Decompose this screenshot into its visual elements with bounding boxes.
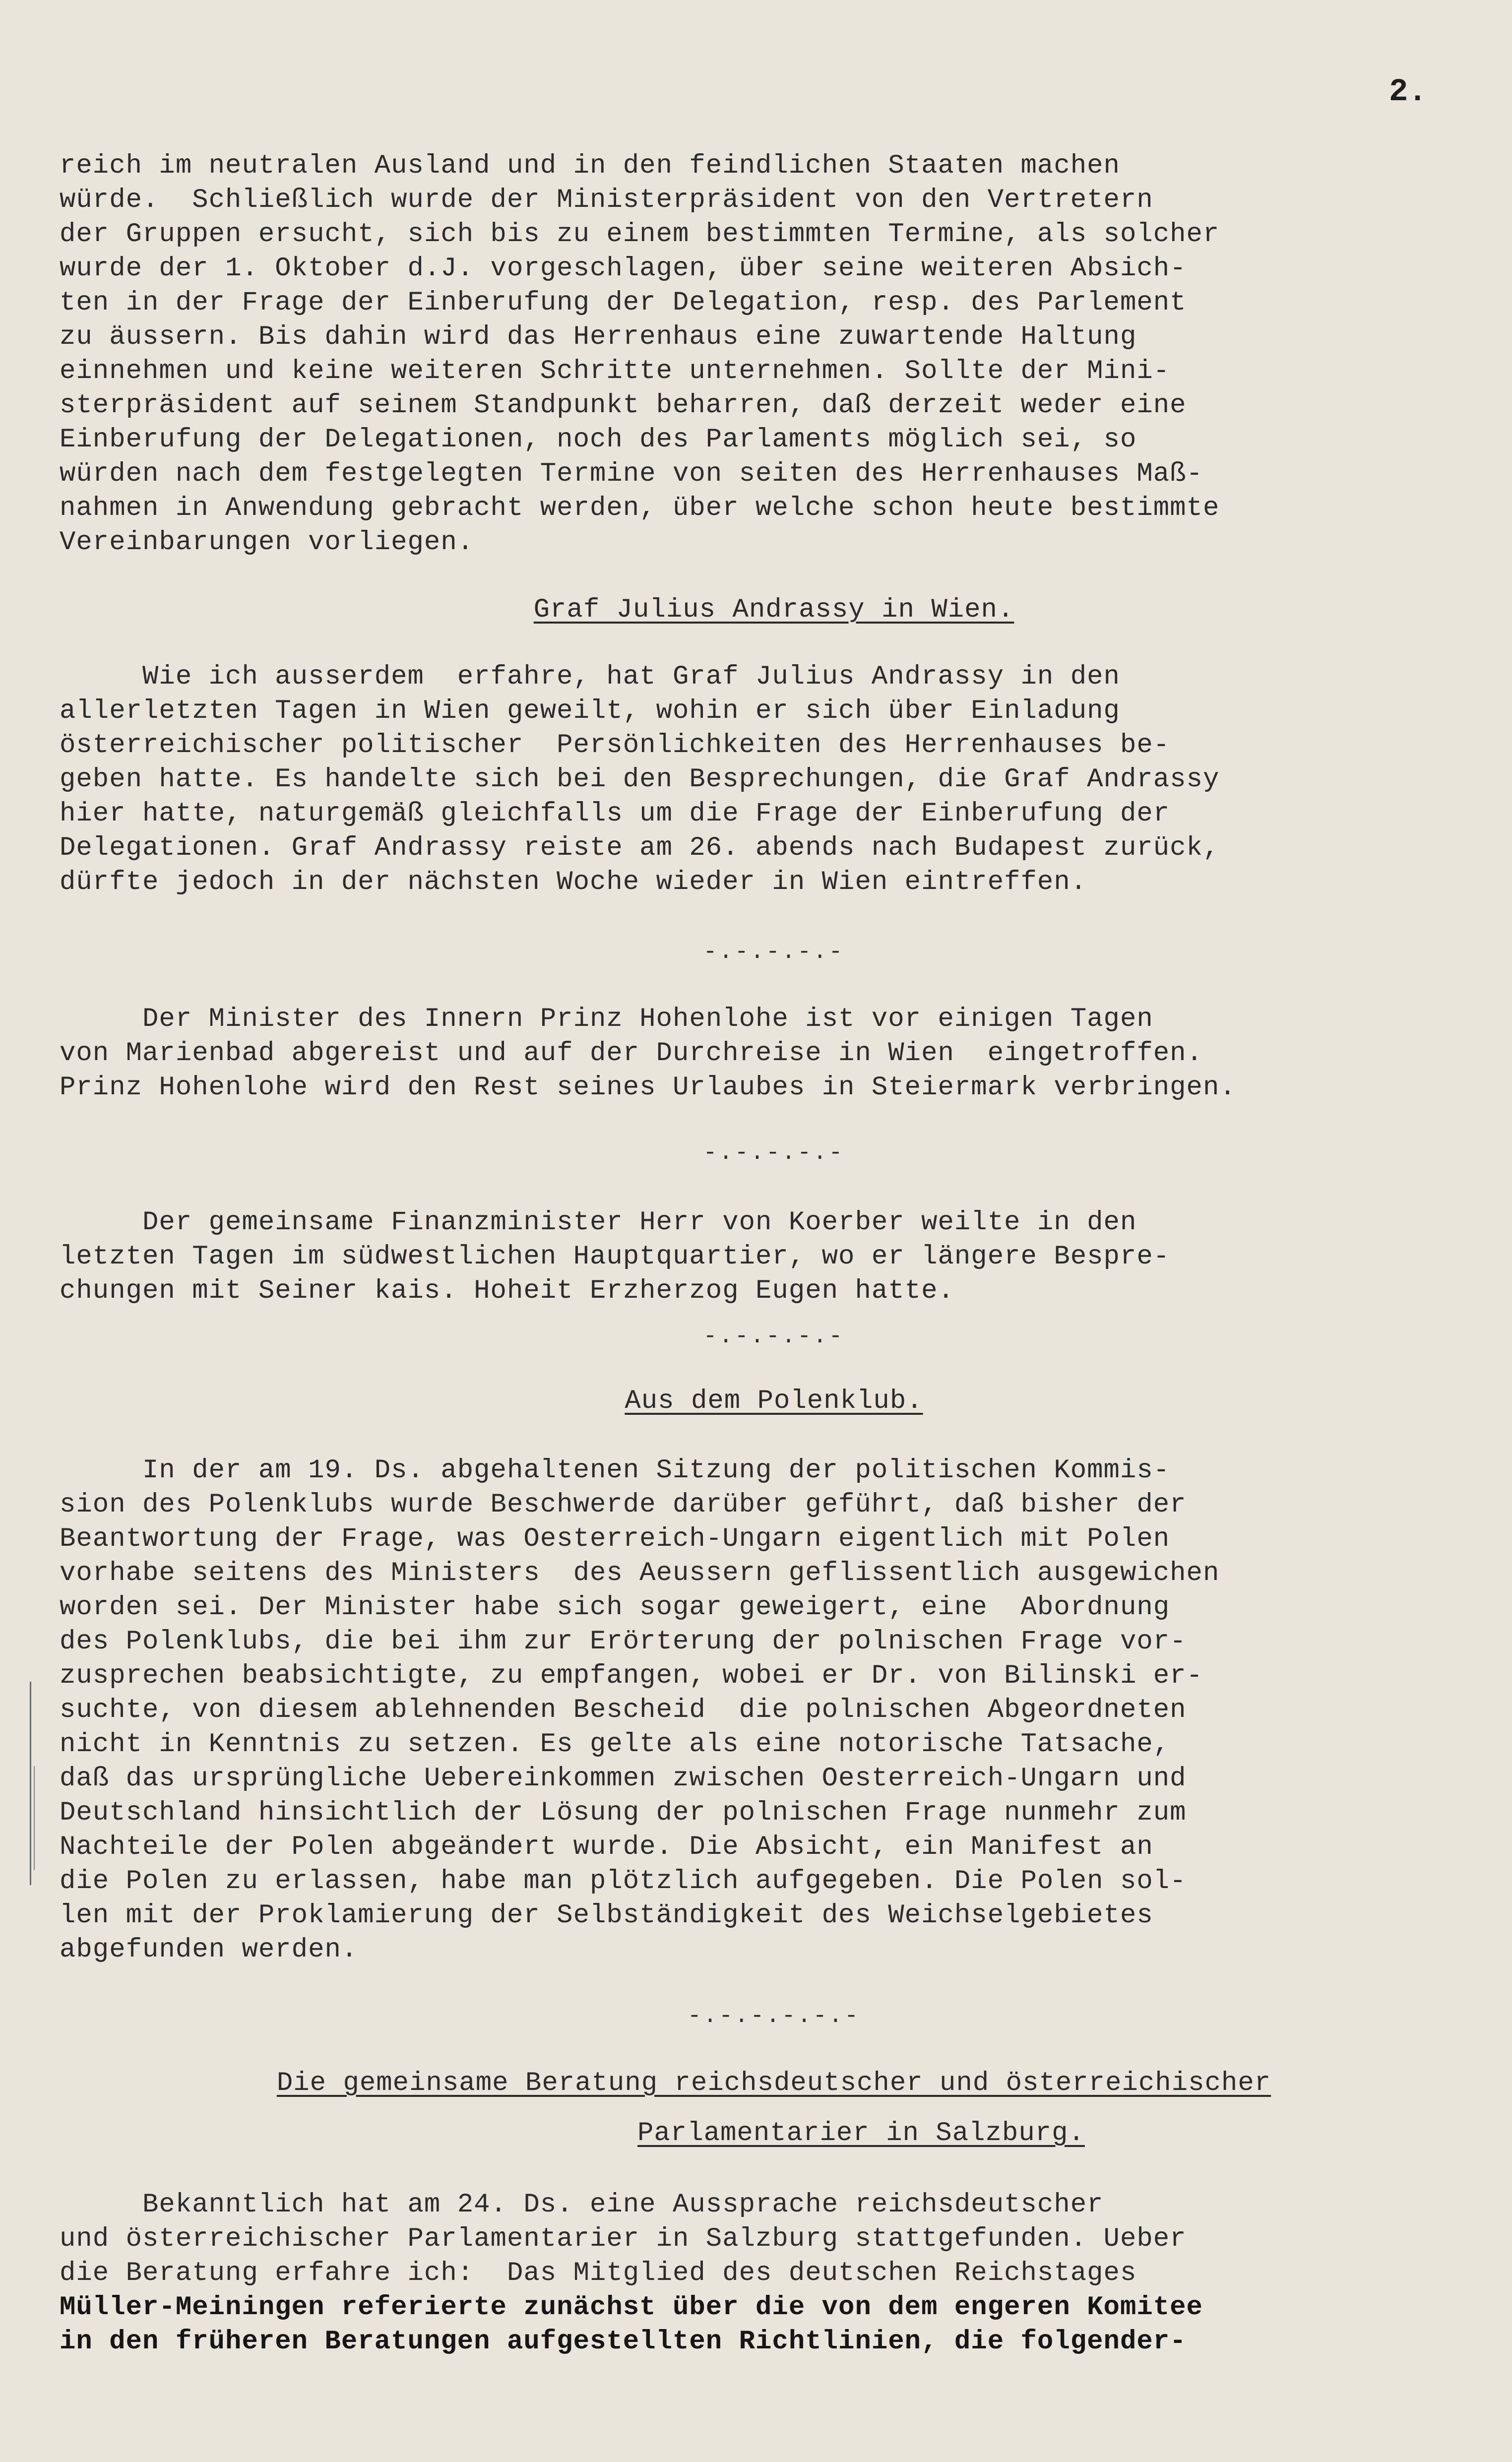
text-line: der Gruppen ersucht, sich bis zu einem bestimmten Termine, als solcher	[60, 219, 1220, 250]
paragraph-koerber	[60, 1205, 1488, 1308]
text-line: Nachteile der Polen abgeändert wurde. Die Absicht, ein Manifest an	[60, 1832, 1153, 1862]
text-line: suchte, von diesem ablehnenden Bescheid die polnischen Abgeordneten	[60, 1695, 1187, 1725]
text-line: Einberufung der Delegationen, noch des Parlaments möglich sei, so	[60, 425, 1137, 455]
separator	[60, 1320, 1488, 1354]
text-line: allerletzten Tagen in Wien geweilt, wohin er sich über Einladung	[60, 696, 1120, 726]
text-line: Vereinbarungen vorliegen.	[60, 527, 474, 558]
text-line: die Polen zu erlassen, habe man plötzlich aufgegeben. Die Polen sol-	[60, 1866, 1187, 1896]
text-line: daß das ursprüngliche Uebereinkommen zwischen Oesterreich-Ungarn und	[60, 1764, 1187, 1794]
text-line: Prinz Hohenlohe wird den Rest seines Urlaubes in Steiermark verbringen.	[60, 1073, 1236, 1103]
text-line: sion des Polenklubs wurde Beschwerde darüber geführt, daß bisher der	[60, 1490, 1187, 1520]
heading-text: Graf Julius Andrassy in Wien.	[533, 595, 1014, 625]
text-line: österreichischer politischer Persönlichkeiten des Herrenhauses be-	[60, 730, 1170, 760]
text-line: zusprechen beabsichtigte, zu empfangen, wobei er Dr. von Bilinski er-	[60, 1661, 1203, 1691]
text-line: die Beratung erfahre ich: Das Mitglied des deutschen Reichstages	[60, 2258, 1137, 2288]
page-number: 2.	[1389, 74, 1427, 110]
text-line: ten in der Frage der Einberufung der Delegation, resp. des Parlement	[60, 288, 1187, 318]
paragraph-andrassy	[60, 660, 1488, 899]
heading-text: Aus dem Polenklub.	[625, 1386, 923, 1416]
paragraph-polenklub	[60, 1453, 1488, 1967]
text-line: nahmen in Anwendung gebracht werden, über welche schon heute bestimmte	[60, 493, 1220, 523]
text-line: einnehmen und keine weiteren Schritte unternehmen. Sollte der Mini-	[60, 356, 1170, 386]
heading-text-line-2: Parlamentarier in Salzburg.	[637, 2118, 1085, 2148]
text-line: von Marienbad abgereist und auf der Durchreise in Wien eingetroffen.	[60, 1038, 1203, 1069]
text-line: sterpräsident auf seinem Standpunkt beharren, daß derzeit weder eine	[60, 390, 1187, 421]
separator	[60, 1999, 1488, 2033]
text-line: in den früheren Beratungen aufgestellten Richtlinien, die folgender-	[60, 2327, 1187, 2357]
text-line: Delegationen. Graf Andrassy reiste am 26. abends nach Budapest zurück,	[60, 833, 1220, 863]
separator	[60, 935, 1488, 969]
margin-pencil-mark	[34, 1766, 35, 1870]
separator-text: -.-.-.-.-	[703, 939, 845, 965]
text-line: Der gemeinsame Finanzminister Herr von Koerber weilte in den	[60, 1207, 1137, 1238]
text-line: wurde der 1. Oktober d.J. vorgeschlagen, über seine weiteren Absich-	[60, 253, 1187, 284]
section-heading-andrassy	[60, 593, 1488, 627]
text-line: des Polenklubs, die bei ihm zur Erörterung der polnischen Frage vor-	[60, 1627, 1187, 1657]
text-line: worden sei. Der Minister habe sich sogar geweigert, eine Abordnung	[60, 1592, 1170, 1623]
section-heading-polenklub	[60, 1384, 1488, 1418]
text-line: Bekanntlich hat am 24. Ds. eine Aussprache reichsdeutscher	[60, 2190, 1104, 2220]
text-line: würden nach dem festgelegten Termine von seiten des Herrenhauses Maß-	[60, 459, 1203, 489]
separator-text: -.-.-.-.-	[703, 1324, 845, 1349]
text-line: Der Minister des Innern Prinz Hohenlohe ist vor einigen Tagen	[60, 1004, 1153, 1034]
text-line: abgefunden werden.	[60, 1935, 358, 1965]
text-line: Deutschland hinsichtlich der Lösung der polnischen Frage nunmehr zum	[60, 1798, 1187, 1828]
margin-pencil-mark	[30, 1682, 31, 1885]
section-heading-salzburg	[60, 2066, 1488, 2150]
text-line: reich im neutralen Ausland und in den feindlichen Staaten machen	[60, 151, 1120, 181]
text-line: dürfte jedoch in der nächsten Woche wieder in Wien eintreffen.	[60, 867, 1087, 897]
text-line: len mit der Proklamierung der Selbständigkeit des Weichselgebietes	[60, 1900, 1153, 1931]
text-line: und österreichischer Parlamentarier in Salzburg stattgefunden. Ueber	[60, 2224, 1187, 2254]
paragraph-hohenlohe	[60, 1002, 1488, 1105]
text-line: würde. Schließlich wurde der Ministerpräsident von den Vertretern	[60, 185, 1153, 215]
text-line: Wie ich ausserdem erfahre, hat Graf Julius Andrassy in den	[60, 662, 1120, 692]
heading-text-line-1: Die gemeinsame Beratung reichsdeutscher und österreichischer	[276, 2068, 1271, 2098]
text-line: geben hatte. Es handelte sich bei den Besprechungen, die Graf Andrassy	[60, 764, 1220, 795]
text-line: chungen mit Seiner kais. Hoheit Erzherzog Eugen hatte.	[60, 1276, 954, 1306]
text-line: Müller-Meiningen referierte zunächst über die von dem engeren Komitee	[60, 2292, 1203, 2323]
text-line: vorhabe seitens des Ministers des Aeussern geflissentlich ausgewichen	[60, 1558, 1220, 1588]
text-line: hier hatte, naturgemäß gleichfalls um die Frage der Einberufung der	[60, 799, 1170, 829]
text-line: zu äussern. Bis dahin wird das Herrenhaus eine zuwartende Haltung	[60, 322, 1137, 352]
text-line: nicht in Kenntnis zu setzen. Es gelte als eine notorische Tatsache,	[60, 1729, 1170, 1760]
separator	[60, 1136, 1488, 1170]
text-line: letzten Tagen im südwestlichen Hauptquartier, wo er längere Bespre-	[60, 1242, 1170, 1272]
text-line: Beantwortung der Frage, was Oesterreich-Ungarn eigentlich mit Polen	[60, 1524, 1170, 1554]
text-line: In der am 19. Ds. abgehaltenen Sitzung der politischen Kommis-	[60, 1455, 1170, 1486]
separator-text: -.-.-.-.-.-	[688, 2003, 860, 2029]
paragraph-salzburg	[60, 2188, 1488, 2359]
paragraph-continuation	[60, 149, 1488, 560]
separator-text: -.-.-.-.-	[703, 1140, 845, 1166]
